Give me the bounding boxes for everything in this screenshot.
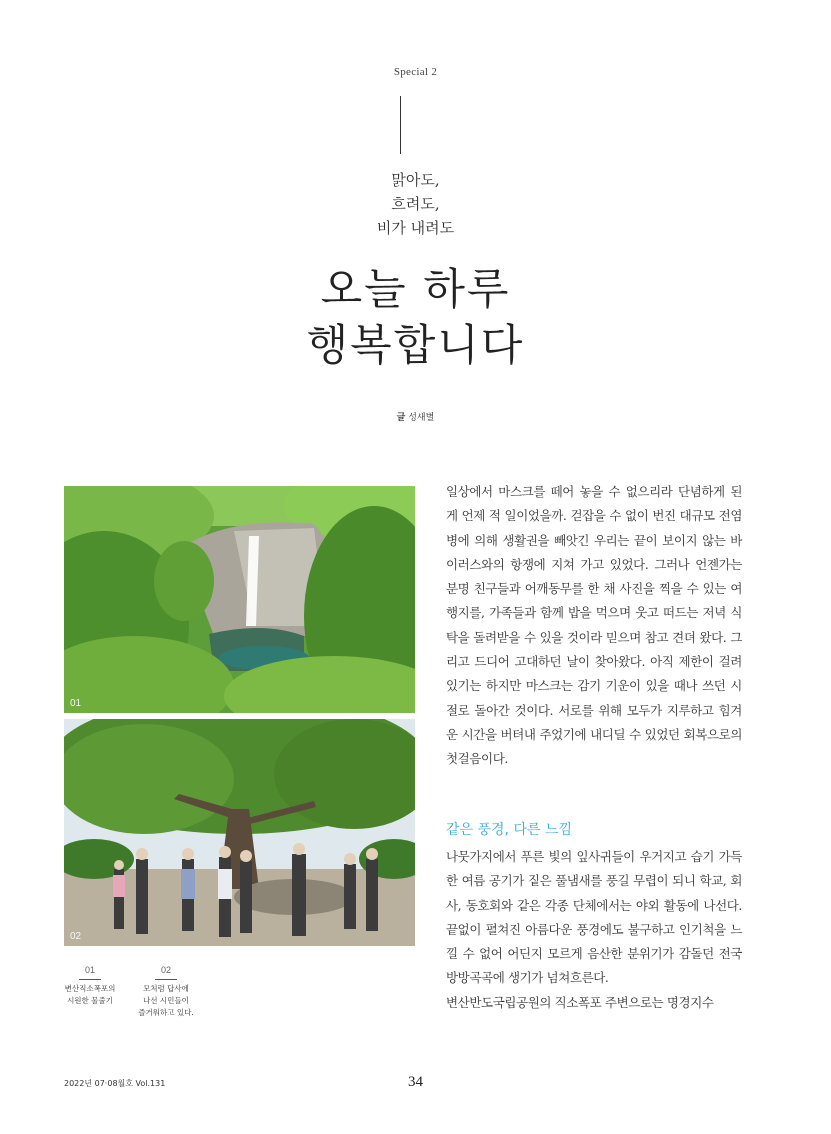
byline [0,410,831,423]
photo-number: 02 [70,931,82,942]
section-heading: 같은 풍경, 다른 느낌 [446,822,572,838]
waterfall-photo [64,486,415,713]
issue-info: 2022년 07·08월호 Vol.131 [64,1079,166,1088]
title-line: 행복합니다 [306,321,525,371]
caption-number: 02 [155,964,177,980]
caption-number: 01 [79,964,101,980]
caption-line: 모처럼 답사에 [143,984,189,993]
subtitle [0,168,831,240]
title-line: 오늘 하루 [320,265,511,315]
vertical-divider [400,96,401,154]
article-paragraph: 나뭇가지에서 푸른 빛의 잎사귀들이 우거지고 습기 가득한 여름 공기가 짙은 풀냄새를 풍길 무렵이 되니 학교, 회사, 동호회와 같은 각종 단체에서는 야외 활동에 나선다. 끝없이 펼쳐진 아름다운 풍경에도 불구하고 인기척을 느낄 수 없어 어딘지 모르게 음산한 분위기가 감돌던 전국 방방곡곡에 생기가 넘쳐흐른다. [446,849,742,986]
article-paragraph: 일상에서 마스크를 떼어 놓을 수 없으리라 단념하게 된 게 언제 적 일이었을까. 걷잡을 수 없이 번진 대규모 전염병에 의해 생활권을 빼앗긴 우리는 끝이 보이지 않는 바이러스와의 항쟁에 지쳐 가고 있었다. 그러나 언젠가는 분명 친구들과 어깨동무를 한 채 사진을 찍을 수 있는 여행지를, 가족들과 함께 밥을 먹으며 웃고 떠드는 저녁 식탁을 돌려받을 수 있을 것이라 믿으며 참고 견뎌 왔다. 그리고 드디어 고대하던 날이 찾아왔다. 아직 제한이 걸려 있기는 하지만 마스크는 감기 기운이 있을 때나 쓰던 시절로 돌아간 것이다. 서로를 위해 모두가 지루하고 힘겨운 시간을 버텨내 주었기에 내디딜 수 있었던 회복으로의 첫걸음이다. [446,484,742,767]
photo-caption [50,964,130,1007]
byline-author: 성새별 [408,413,435,423]
subtitle-line: 비가 내려도 [376,219,455,237]
page-number: 34 [408,1074,423,1090]
article-paragraph-group [446,845,742,1015]
photo-number: 01 [70,698,82,709]
article-paragraph: 변산반도국립공원의 직소폭포 주변으로는 명경지수 [446,994,714,1010]
people-tree-photo [64,719,415,946]
byline-label: 글 [396,413,406,423]
caption-line: 즐거워하고 있다. [138,1008,194,1017]
caption-line: 나선 시민들이 [143,996,189,1005]
caption-line: 변산직소폭포의 [64,984,116,993]
page-title [0,262,831,374]
photo-caption [126,964,206,1019]
caption-line: 시원한 물줄기 [67,996,113,1005]
section-label: Special 2 [393,66,438,78]
subtitle-line: 흐려도, [391,195,440,213]
subtitle-line: 맑아도, [391,171,440,189]
